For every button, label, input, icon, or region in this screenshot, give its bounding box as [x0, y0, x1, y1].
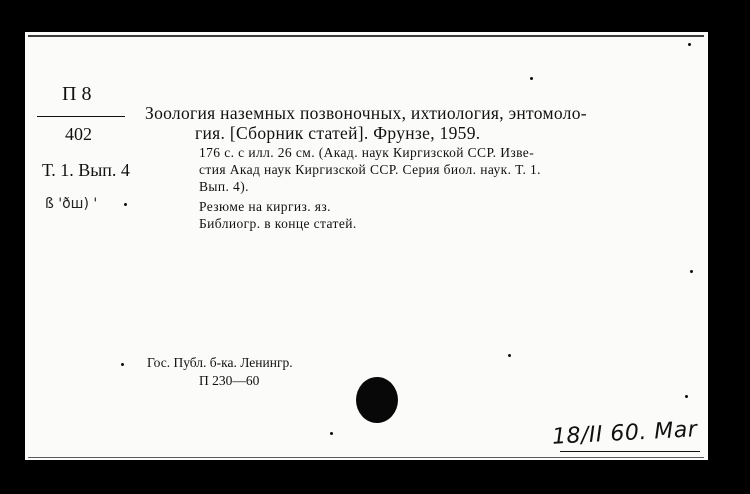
description-line-1: 176 с. с илл. 26 см. (Акад. наук Киргизской ССР. Изве- [199, 145, 535, 160]
handwriting-underline [560, 451, 700, 452]
dust-spot [124, 203, 127, 206]
dust-spot [530, 77, 533, 80]
description-line-3: Вып. 4). [199, 179, 249, 194]
ink-blot [356, 377, 398, 423]
title-line-2: гия. [Сборник статей]. Фрунзе, 1959. [195, 123, 481, 143]
dust-spot [690, 270, 693, 273]
note-summary-language: Резюме на киргиз. яз. [199, 199, 331, 214]
volume-number: Т. 1. Вып. 4 [42, 160, 130, 180]
dust-spot [121, 363, 124, 366]
handwritten-date: 18/II 60. Mar [551, 417, 698, 450]
shelf-mark-top: П 8 [62, 83, 92, 105]
card-bottom-edge [28, 457, 704, 458]
shelf-mark-bottom: 402 [65, 124, 92, 144]
handwritten-note-left: ß 'ðш) ' [45, 196, 98, 212]
library-stamp-line-1: Гос. Публ. б-ка. Ленингр. [147, 355, 293, 370]
title-line-1: Зоология наземных позвоночных, ихтиология, энтомоло- [145, 103, 587, 123]
note-bibliography: Библиогр. в конце статей. [199, 216, 357, 231]
dust-spot [330, 432, 333, 435]
dust-spot [508, 354, 511, 357]
dust-spot [688, 43, 691, 46]
library-stamp-line-2: П 230—60 [199, 373, 260, 388]
dust-spot [685, 395, 688, 398]
description-line-2: стия Акад наук Киргизской ССР. Серия биол. наук. Т. 1. [199, 162, 541, 177]
shelf-mark-divider [37, 116, 125, 117]
card-top-edge [28, 35, 704, 37]
